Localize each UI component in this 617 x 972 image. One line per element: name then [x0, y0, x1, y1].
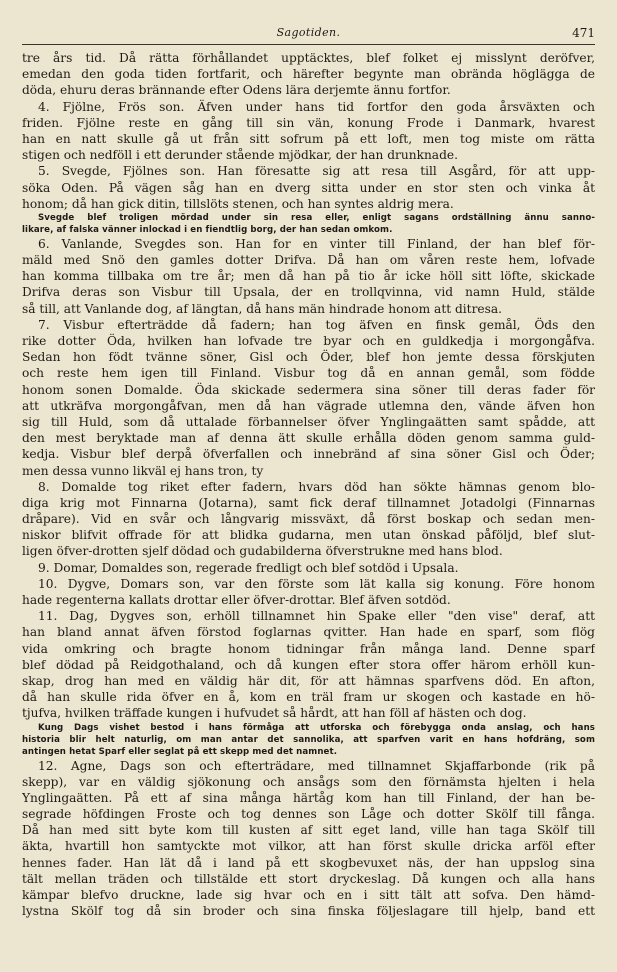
text-line: rike dotter Öda, hvilken han lofvade tre byar och en guldkedja i morgongåfva.	[22, 334, 595, 348]
text-line: vida omkring och bragte honom tidningar från många land. Denne sparf	[22, 641, 595, 656]
text-line: han komma tillbaka om tre år; men då han på tio år icke höll sitt löfte, skickade	[22, 269, 595, 284]
text-line: ligen öfver-drotten sjelf dödad och gudabilderna öfverstrukne med hans blod.	[22, 544, 503, 559]
text-line: emedan den goda tiden fortfarit, och härefter begynte man obrända höglägga de	[22, 67, 595, 82]
text-line: 5. Svegde, Fjölnes son. Han föresatte sig att resa till Asgård, för att upp-	[38, 164, 595, 179]
text-line: 7. Visbur efterträdde då fadern; han tog äfven en finsk gemål, Öds den	[38, 317, 595, 332]
text-line: mäld med Snö den gamles dotter Drifva. Då han om våren reste hem, lofvade	[22, 253, 595, 268]
text-line: och reste hem igen till Finland. Visbur tog då en annan gemål, som födde	[22, 366, 595, 381]
page-header	[22, 26, 595, 42]
text-line: äkta, hvartill hon samtyckte mot vilkor, att han först skulle dricka arföl efter	[22, 839, 595, 854]
text-line: skepp), var en väldig sjökonung och ansågs som den förnämsta hjelten i hela	[22, 774, 595, 789]
text-line: niskor blifvit offrade för att blidka gudarna, men utan önskad påföljd, blef slut-	[22, 528, 595, 543]
text-line: han en natt skulle gå ut från sitt sofrum på ett loft, men tog miste om rätta	[22, 131, 595, 146]
small-note-line: likare, af falska vänner inlockad i en fiendtlig borg, der han sedan omkom.	[22, 224, 393, 235]
small-note-line: Kung Dags vishet bestod i hans förmåga att utforska och förebygga onda anslag, och hans	[38, 722, 595, 733]
text-line: segrade höfdingen Froste och tog dennes son Låge och dotter Skölf till fånga.	[22, 807, 595, 822]
text-line: kämpar blefvo druckne, lade sig hvar och en i sitt tält att sofva. Den hämd-	[22, 888, 595, 902]
text-line: hennes fader. Han lät då i land på ett skogbevuxet näs, der han uppslog sina	[22, 855, 595, 870]
text-line: blef dödad på Reidgothaland, och då kungen efter stora offer härom erhöll kun-	[22, 657, 595, 672]
text-line: lystna Skölf tog då sin broder och sina finska följeslagare till hjelp, band ett	[22, 904, 595, 919]
text-line: Då han med sitt byte kom till kusten af sitt eget land, ville han taga Skölf till	[22, 823, 595, 838]
text-line: 12. Agne, Dags son och efterträdare, med tillnamnet Skjaffarbonde (rik på	[38, 758, 595, 773]
text-line: honom; då han gick ditin, tillslöts stenen, och han syntes aldrig mera.	[22, 196, 454, 211]
text-line: döda, ehuru deras brännande efter Odens lära derjemte ännu fortfor.	[22, 83, 451, 98]
text-line: dråpare). Vid en svår och långvarig missväxt, då först boskap och sedan men-	[22, 512, 595, 527]
text-line: då han skulle rida öfver en å, kom en träl fram ur skogen och kastade en hö-	[22, 690, 595, 705]
running-title: Sagotiden.	[276, 26, 341, 39]
text-line: tält mellan träden och tillstälde ett stort dryckeslag. Då kungen och alla hans	[22, 871, 595, 886]
text-line: den mest beryktade man af denna ätt skulle erhålla döden genom samma guld-	[22, 431, 595, 446]
page-number: 471	[572, 26, 595, 40]
small-note-line: antingen hetat Sparf eller seglat på ett skepp med det namnet.	[22, 746, 338, 757]
text-line: så till, att Vanlande dog, af längtan, då hans män hindrade honom att ditresa.	[22, 301, 503, 316]
small-note-line: Svegde blef troligen mördad under sin resa eller, enligt sagans ordställning ännu sanno-	[38, 212, 595, 223]
text-line: söka Oden. På vägen såg han en dverg sitta under en stor sten och vinka åt	[22, 180, 595, 195]
text-line: att utkräfva morgongåfvan, men då han vägrade utlemna den, vände äfven hon	[22, 398, 595, 413]
text-line: kedja. Visbur blef derpå öfverfallen och innebränd af sina söner Gisl och Öder;	[22, 447, 595, 462]
small-note-line: historia blir helt naturlig, om man antar det sannolika, att sparfven varit en hans hofdräng, som	[22, 734, 595, 745]
text-line: 9. Domar, Domaldes son, regerade fredligt och blef sotdöd i Upsala.	[38, 560, 459, 575]
text-line: 11. Dag, Dygves son, erhöll tillnamnet hin Spake eller "den vise" deraf, att	[38, 609, 595, 624]
text-line: 10. Dygve, Domars son, var den förste som lät kalla sig konung. Före honom	[38, 576, 595, 591]
text-line: hade regenterna kallats drottar eller öfver-drottar. Blef äfven sotdöd.	[22, 593, 451, 607]
text-line: 6. Vanlande, Svegdes son. Han for en vinter till Finland, der han blef för-	[38, 236, 595, 251]
text-line: 4. Fjölne, Frös son. Äfven under hans tid fortfor den goda årsväxten och	[38, 99, 595, 114]
text-line: skap, drog han med en väldig här dit, för att hämnas sparfvens död. En afton,	[22, 673, 595, 688]
body-text	[22, 50, 595, 919]
text-line: honom sonen Domalde. Öda skickade sedermera sina söner till deras fader för	[22, 382, 595, 397]
header-rule	[22, 44, 595, 45]
text-line: stigen och nedföll i ett derunder stående mjödkar, der han drunknade.	[22, 148, 458, 163]
text-line: sig till Huld, som då uttalade förbannelser öfver Ynglingaätten samt spådde, att	[22, 414, 595, 429]
text-line: 8. Domalde tog riket efter fadern, hvars död han sökte hämnas genom blo-	[38, 479, 595, 494]
text-line: men dessa vunno likväl ej hans tron, ty	[22, 463, 264, 478]
text-line: friden. Fjölne reste en gång till sin vän, konung Frode i Danmark, hvarest	[22, 115, 595, 130]
text-line: Ynglingaätten. På ett af sina många härtåg kom han till Finland, der han be-	[22, 790, 595, 805]
text-line: tjufva, hvilken träffade kungen i hufvudet så hårdt, att han föll af hästen och dog.	[22, 706, 527, 721]
text-line: Sedan hon födt tvänne söner, Gisl och Öder, blef hon jemte dessa förskjuten	[22, 350, 595, 365]
text-line: tre års tid. Då rätta förhållandet upptäcktes, blef folket ej misslynt deröfver,	[22, 51, 595, 65]
text-line: Drifva deras son Visbur till Upsala, der en trollqvinna, vid namn Huld, stälde	[22, 285, 595, 300]
text-line: han bland annat äfven förstod foglarnas qvitter. Han hade en sparf, som flög	[22, 625, 595, 640]
text-line: diga krig mot Finnarna (Jotarna), samt fick deraf tillnamnet Jotadolgi (Finnarnas	[22, 495, 595, 510]
